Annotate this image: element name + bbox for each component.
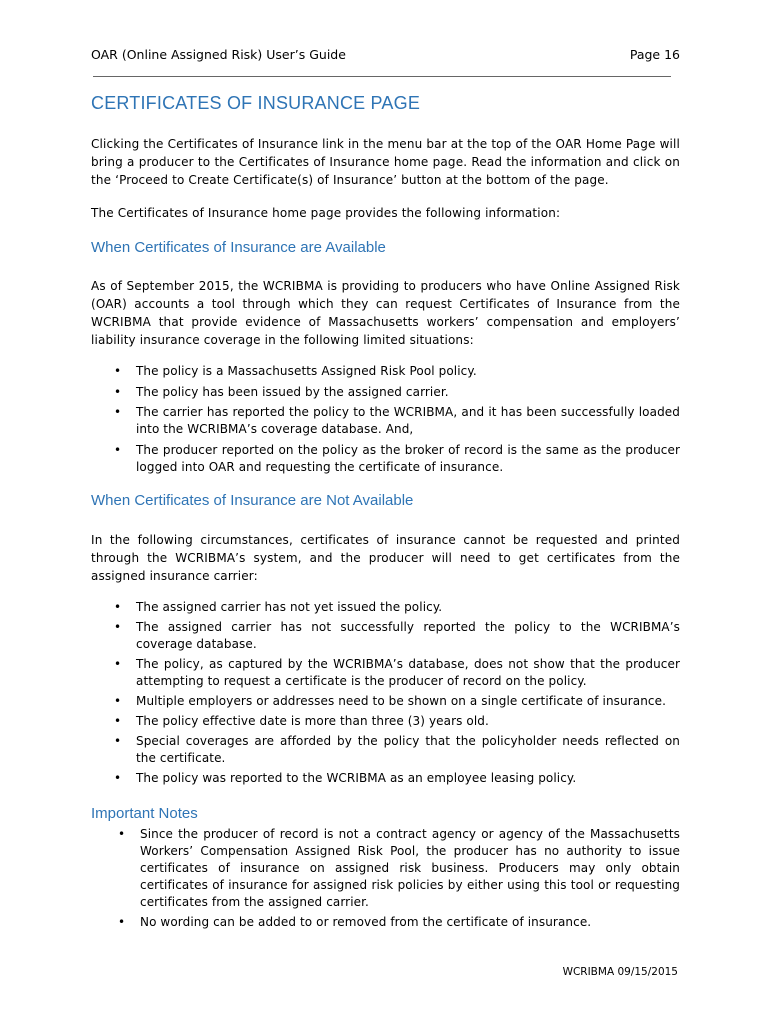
list-item-text: The policy has been issued by the assigned carrier.: [136, 384, 449, 399]
list-item-text: The assigned carrier has not successfully reported the policy to the WCRIBMA’s coverage database.: [136, 620, 680, 651]
intro-lead-in: The Certificates of Insurance home page provides the following information:: [91, 206, 561, 220]
list-item: [118, 914, 680, 931]
list-item-text: The carrier has reported the policy to the WCRIBMA, and it has been successfully loaded into the WCRIBMA’s coverage database. And,: [136, 405, 680, 436]
list-item-text: The policy effective date is more than three (3) years old.: [136, 714, 489, 728]
list-item: [118, 826, 680, 911]
list-item-text: Since the producer of record is not a contract agency or agency of the Massachusetts Workers’ Compensation Assigned Risk Pool, the producer has no authority to issue certificates of insurance on assigned risk business. Producers may only obtain certificates of insurance for assigned risk policies by either using this tool or requesting certificates from the assigned carrier.: [140, 827, 680, 909]
heading-available: When Certificates of Insurance are Available: [91, 239, 386, 256]
bullet-icon: •: [114, 714, 122, 728]
header-divider: [93, 76, 671, 77]
list-item: [114, 619, 680, 653]
header-guide-title: OAR (Online Assigned Risk) User’s Guide: [91, 47, 346, 62]
list-item-text: Special coverages are afforded by the policy that the policyholder needs reflected on the certificate.: [136, 734, 680, 765]
list-item: [114, 733, 680, 767]
list-item: [114, 404, 680, 438]
bullet-icon: •: [114, 600, 122, 614]
important-notes-list: [118, 826, 680, 934]
list-item: [114, 363, 680, 380]
bullet-icon: •: [118, 827, 126, 841]
bullet-icon: •: [114, 771, 122, 785]
bullet-icon: •: [118, 915, 126, 929]
list-item: [114, 770, 680, 787]
list-item-text: No wording can be added to or removed from the certificate of insurance.: [140, 915, 592, 929]
bullet-icon: •: [114, 442, 122, 457]
bullet-icon: •: [114, 364, 122, 378]
list-item-text: The assigned carrier has not yet issued the policy.: [136, 600, 443, 614]
bullet-icon: •: [114, 620, 122, 634]
available-list: [114, 363, 680, 479]
intro-paragraph: Clicking the Certificates of Insurance link in the menu bar at the top of the OAR Home Page will bring a producer to the Certificates of Insurance home page. Read the information and click on the ‘Proceed to Create Certificate(s) of Insurance’ button at the bottom of the page.: [91, 137, 680, 187]
list-item-text: The producer reported on the policy as the broker of record is the same as the producer logged into OAR and requesting the certificate of insurance.: [136, 442, 680, 474]
heading-important-notes: Important Notes: [91, 805, 198, 822]
heading-not-available: When Certificates of Insurance are Not Available: [91, 492, 414, 509]
available-paragraph: As of September 2015, the WCRIBMA is providing to producers who have Online Assigned Risk (OAR) accounts a tool through which they can request Certificates of Insurance from the WCRIBMA that provide evidence of Massachusetts workers’ compensation and employers’ liability insurance coverage in the following limited situations:: [91, 279, 680, 347]
not-available-list: [114, 599, 680, 790]
list-item-text: The policy, as captured by the WCRIBMA’s database, does not show that the producer attempting to request a certificate is the producer of record on the policy.: [136, 657, 680, 688]
page-title: CERTIFICATES OF INSURANCE PAGE: [91, 93, 421, 113]
bullet-icon: •: [114, 405, 122, 419]
list-item-text: The policy was reported to the WCRIBMA as an employee leasing policy.: [136, 771, 577, 785]
list-item-text: Multiple employers or addresses need to be shown on a single certificate of insurance.: [136, 694, 667, 708]
bullet-icon: •: [114, 734, 122, 748]
list-item-text: The policy is a Massachusetts Assigned Risk Pool policy.: [136, 364, 477, 378]
list-item: [114, 442, 680, 476]
list-item: [114, 656, 680, 690]
bullet-icon: •: [114, 384, 122, 399]
list-item: [114, 713, 680, 730]
bullet-icon: •: [114, 657, 122, 671]
bullet-icon: •: [114, 694, 122, 708]
not-available-paragraph: In the following circumstances, certificates of insurance cannot be requested and printed through the WCRIBMA’s system, and the producer will need to get certificates from the assigned insurance carrier:: [91, 533, 680, 583]
list-item: [114, 693, 680, 710]
list-item: [114, 599, 680, 616]
page-footer: WCRIBMA 09/15/2015: [562, 966, 678, 978]
header-page-number: Page 16: [629, 47, 680, 62]
list-item: [114, 384, 680, 401]
